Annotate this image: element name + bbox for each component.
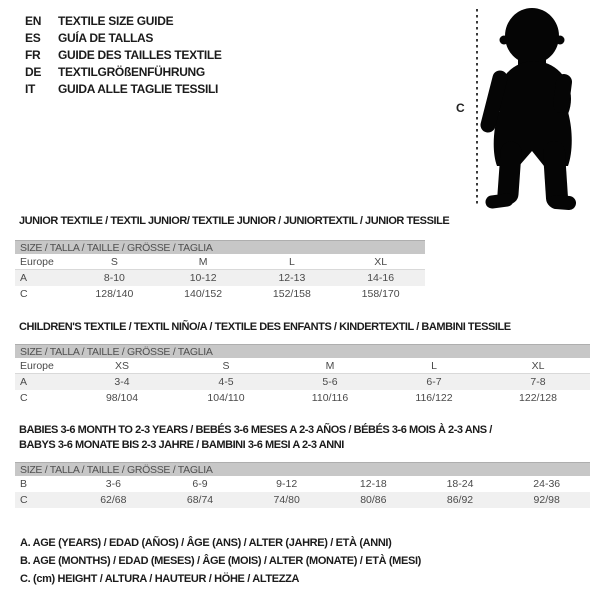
table-cell: 68/74 [186,494,214,506]
row-label: A [20,272,28,284]
junior-textile-title: JUNIOR TEXTILE / TEXTIL JUNIOR/ TEXTILE JUNIOR / JUNIORTEXTIL / JUNIOR TESSILE [19,215,450,227]
lang-code: IT [25,82,36,96]
lang-row-en [25,13,222,30]
lang-title: GUIDE DES TAILLES TEXTILE [58,48,222,62]
table-cell: 62/68 [100,494,127,506]
table-cell: 140/152 [184,288,223,300]
row-label: C [20,494,28,506]
babies-textile-title-line1: BABIES 3-6 MONTH TO 2-3 YEARS / BEBÉS 3-6 MESES A 2-3 AÑOS / BÉBÉS 3-6 MOIS À 2-3 ANS / [19,424,492,436]
table-row [15,390,590,406]
table-cell: 8-10 [103,272,125,284]
table-cell: 110/116 [311,392,349,404]
table-cell: 104/110 [207,392,245,404]
size-header-band: SIZE / TALLA / TAILLE / GRÖSSE / TAGLIA [15,240,425,254]
table-cell: 92/98 [533,494,560,506]
lang-title: GUÍA DE TALLAS [58,31,154,45]
table-cell: 158/170 [361,288,400,300]
junior-textile-table [15,240,425,302]
table-cell: M [325,360,335,372]
table-cell: 4-5 [218,376,234,388]
row-label: Europe [20,360,54,372]
row-label: C [20,392,28,404]
baby-silhouette-icon [488,8,572,203]
lang-row-de [25,64,222,81]
table-cell: 18-24 [446,478,474,490]
table-cell: 128/140 [95,288,134,300]
row-label: B [20,478,28,490]
table-cell: 80/86 [360,494,387,506]
lang-title: GUIDA ALLE TAGLIE TESSILI [58,82,219,96]
table-cell: 122/128 [519,392,557,404]
row-label: A [20,376,28,388]
table-cell: 12-18 [359,478,387,490]
table-cell: 3-6 [105,478,121,490]
legend-line-b: B. AGE (MONTHS) / EDAD (MESES) / ÂGE (MOIS) / ALTER (MONATE) / ETÀ (MESI) [20,555,421,567]
language-title-list [25,13,222,98]
table-cell: 9-12 [276,478,298,490]
table-row [15,492,590,508]
table-cell: S [110,256,118,268]
table-cell: L [288,256,295,268]
table-row [15,374,590,390]
lang-code: ES [25,31,41,45]
table-row [15,286,425,302]
table-cell: 152/158 [272,288,311,300]
table-cell: XS [114,360,129,372]
table-cell: 10-12 [189,272,217,284]
lang-row-es [25,30,222,47]
table-cell: 5-6 [322,376,338,388]
size-header-band: SIZE / TALLA / TAILLE / GRÖSSE / TAGLIA [15,344,590,358]
babies-textile-table [15,462,590,508]
table-cell: XL [531,360,545,372]
table-cell: XL [374,256,388,268]
size-header-band: SIZE / TALLA / TAILLE / GRÖSSE / TAGLIA [15,462,590,476]
babies-textile-title-line2: BABYS 3-6 MONATE BIS 2-3 JAHRE / BAMBINI 3-6 MESI A 2-3 ANNI [19,439,344,451]
measurement-legend [20,534,421,588]
lang-code: EN [25,14,42,28]
row-label: Europe [20,256,54,268]
table-cell: 6-9 [192,478,208,490]
table-cell: 24-36 [533,478,561,490]
table-cell: S [222,360,230,372]
table-cell: M [198,256,208,268]
lang-row-it [25,81,222,98]
lang-row-fr [25,47,222,64]
height-label-c: C [456,101,465,115]
children-textile-table [15,344,590,406]
legend-line-c: C. (cm) HEIGHT / ALTURA / HAUTEUR / HÖHE / ALTEZZA [20,573,300,585]
lang-code: DE [25,65,42,79]
table-row [15,476,590,492]
table-row [15,254,425,270]
table-cell: 7-8 [530,376,546,388]
table-cell: 12-13 [278,272,306,284]
table-cell: 86/92 [446,494,474,506]
table-cell: L [431,360,437,372]
table-cell: 6-7 [426,376,442,388]
table-row [15,270,425,286]
lang-title: TEXTILGRÖßENFÜHRUNG [58,65,205,79]
lang-code: FR [25,48,41,62]
table-cell: 14-16 [367,272,395,284]
children-textile-title: CHILDREN'S TEXTILE / TEXTIL NIÑO/A / TEXTILE DES ENFANTS / KINDERTEXTIL / BAMBINI TESSILE [19,321,511,333]
legend-line-a: A. AGE (YEARS) / EDAD (AÑOS) / ÂGE (ANS) / ALTER (JAHRE) / ETÀ (ANNI) [20,537,392,549]
table-cell: 116/122 [415,392,453,404]
row-label: C [20,288,28,300]
lang-title: TEXTILE SIZE GUIDE [58,14,174,28]
table-cell: 74/80 [273,494,300,506]
table-cell: 3-4 [114,376,130,388]
table-row [15,358,590,374]
table-cell: 98/104 [105,392,139,404]
